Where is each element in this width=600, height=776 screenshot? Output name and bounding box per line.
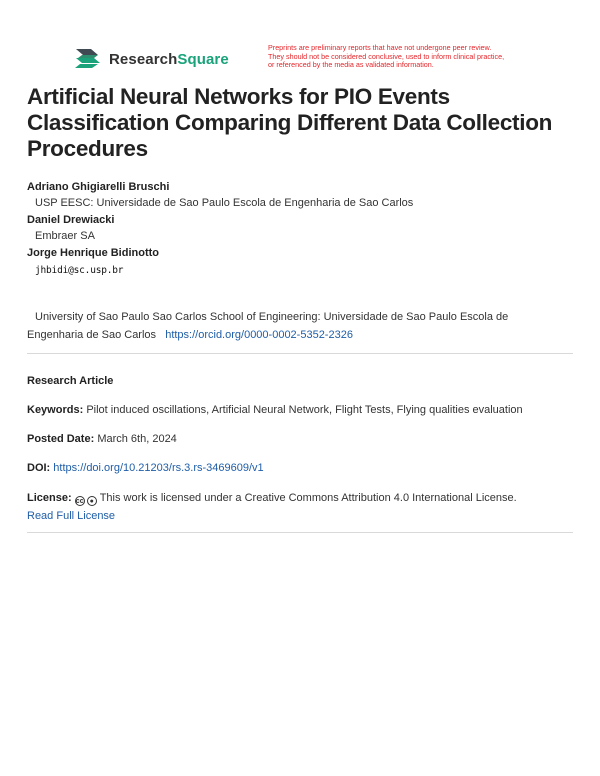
logo-text [109,51,229,68]
divider [27,532,573,533]
by-icon: ● [87,496,97,506]
keywords [27,401,577,419]
logo-square: Square [177,50,229,68]
author-list [27,180,577,281]
divider [27,353,573,354]
author-email: jhbidi@sc.usp.br [35,265,124,276]
license [27,489,577,525]
license-icons [75,496,97,506]
doi-link[interactable]: https://doi.org/10.21203/rs.3.rs-3469609/v1 [53,462,264,474]
paper-title: Artificial Neural Networks for PIO Events Classification Comparing Different Data Collection Procedures [27,84,553,161]
cc-icon: cc [75,498,84,505]
logo-research: Research [109,50,178,68]
keywords-value: Pilot induced oscillations, Artificial Neural Network, Flight Tests, Flying qualities evaluation [86,404,523,416]
doi [27,459,577,477]
corresponding-affiliation [27,308,557,344]
author-affiliation: Embraer SA [35,230,95,242]
preprint-disclaimer [268,44,558,70]
article-type-label: Research Article [27,375,114,387]
article-type [27,372,577,390]
research-square-logo[interactable] [74,47,229,69]
posted-date-label: Posted Date: [27,433,95,445]
license-text: This work is licensed under a Creative Commons Attribution 4.0 International License. [99,492,517,504]
disclaimer-line: or referenced by the media as validated information. [268,60,434,69]
posted-date-value: March 6th, 2024 [97,433,177,445]
author-name: Jorge Henrique Bidinotto [27,247,159,259]
disclaimer-line: Preprints are preliminary reports that have not undergone peer review. [268,43,492,52]
author-name: Adriano Ghigiarelli Bruschi [27,181,170,193]
research-square-logo-icon [74,47,102,69]
keywords-label: Keywords: [27,404,84,416]
affiliation-text: University of Sao Paulo Sao Carlos School of Engineering: Universidade de Sao Paulo Escola de Engenharia de Sao Carlos [27,311,509,341]
author-name: Daniel Drewiacki [27,214,115,226]
doi-label: DOI: [27,462,51,474]
read-full-license-link[interactable]: Read Full License [27,510,116,522]
header [0,0,600,80]
disclaimer-line: They should not be considered conclusive, used to inform clinical practice, [268,51,505,61]
author-affiliation: USP EESC: Universidade de Sao Paulo Escola de Engenharia de Sao Carlos [35,197,414,209]
license-label: License: [27,492,72,504]
orcid-link[interactable]: https://orcid.org/0000-0002-5352-2326 [165,329,353,341]
posted-date [27,430,577,448]
